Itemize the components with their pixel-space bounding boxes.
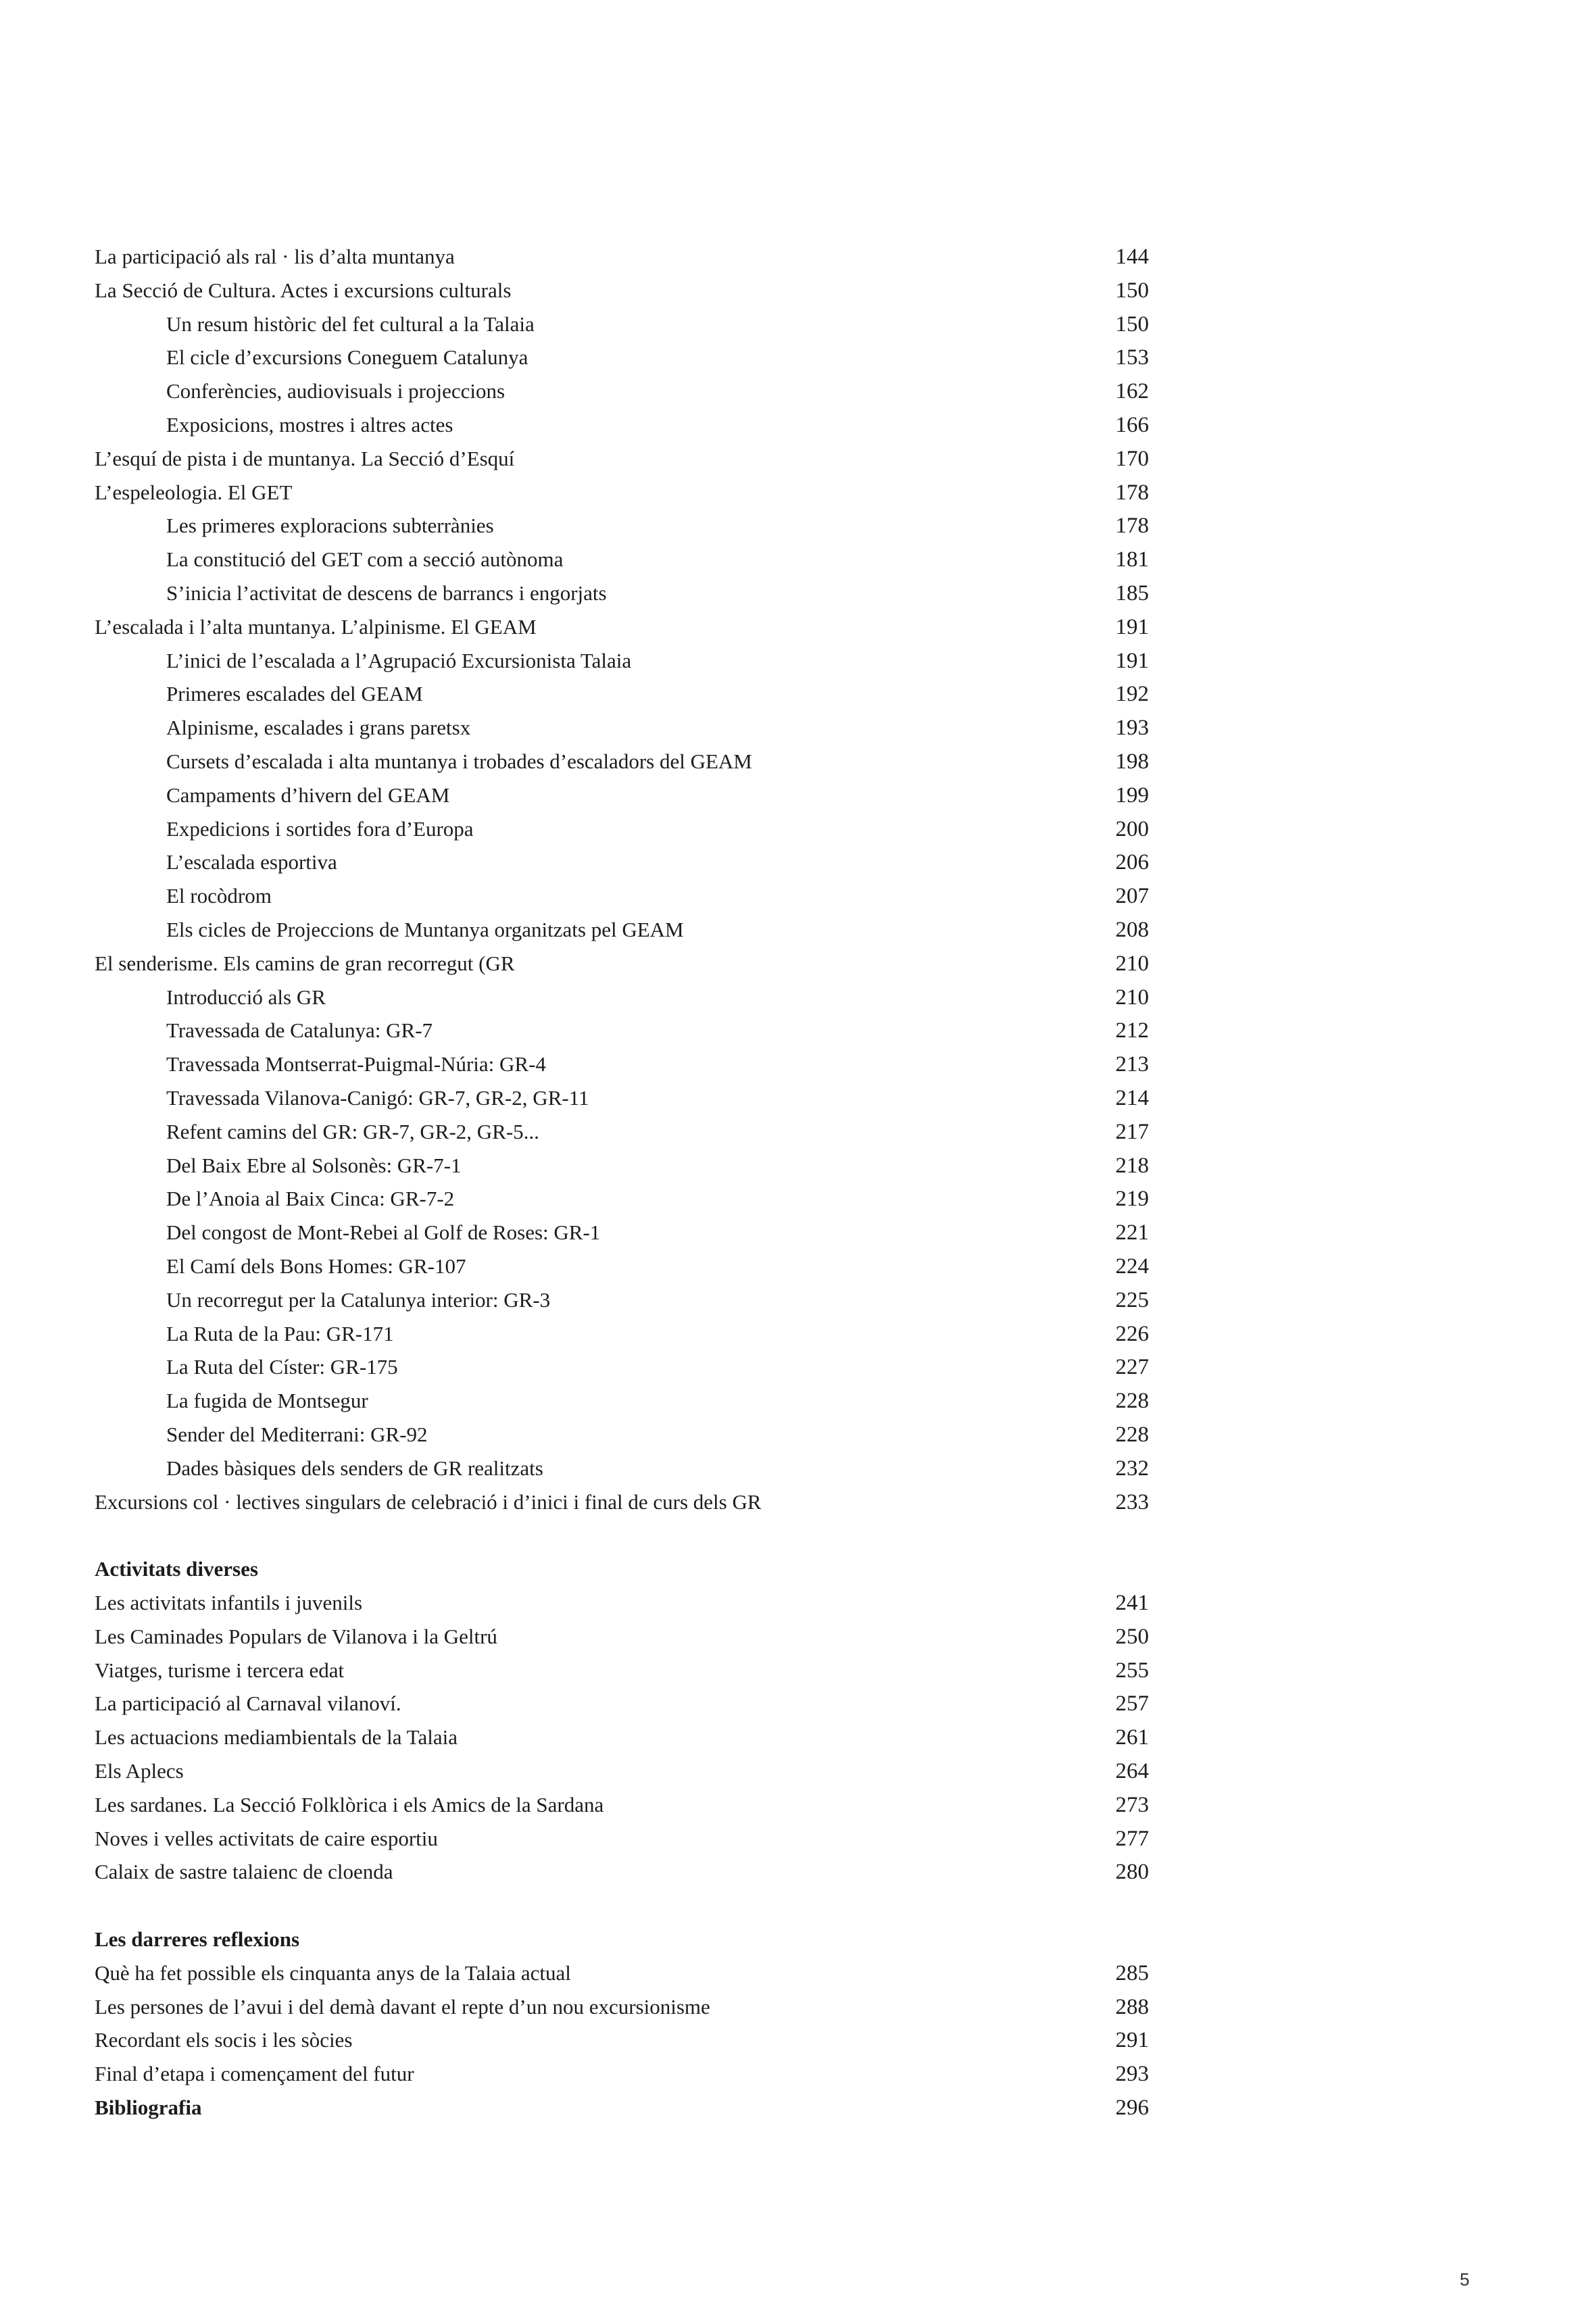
toc-entry[interactable] — [95, 1788, 1149, 1822]
toc-entry-page-number: 199 — [1115, 783, 1149, 808]
toc-entry-page-number: 277 — [1115, 1826, 1149, 1851]
toc-entry-title: Primeres escalades del GEAM — [166, 682, 423, 706]
toc-entry-page-number: 200 — [1115, 816, 1149, 841]
toc-entry-title: Recordant els socis i les sòcies — [95, 2028, 353, 2052]
toc-entry-page-number: 166 — [1115, 413, 1149, 437]
toc-entry[interactable] — [95, 1384, 1149, 1418]
toc-entry[interactable] — [95, 1485, 1149, 1519]
toc-entry-title: Alpinisme, escalades i grans paretsx — [166, 716, 471, 740]
toc-entry-title: Què ha fet possible els cinquanta anys de la Talaia actual — [95, 1960, 571, 1985]
toc-entry-title: Travessada de Catalunya: GR-7 — [166, 1018, 433, 1043]
toc-entry[interactable] — [95, 981, 1149, 1014]
toc-entry[interactable] — [95, 1149, 1149, 1183]
toc-entry-page-number: 219 — [1115, 1187, 1149, 1212]
toc-entry[interactable] — [95, 1081, 1149, 1115]
toc-entry-title: Les persones de l’avui i del demà davant el repte d’un nou excursionisme — [95, 1994, 710, 2019]
toc-entry-title: L’espeleologia. El GET — [95, 480, 293, 504]
toc-entry[interactable] — [95, 1956, 1149, 1990]
toc-entry[interactable] — [95, 1721, 1149, 1754]
toc-entry-page-number: 191 — [1115, 614, 1149, 639]
toc-entry-page-number: 293 — [1115, 2062, 1149, 2087]
toc-entry[interactable] — [95, 1452, 1149, 1485]
toc-entry-page-number: 232 — [1115, 1456, 1149, 1481]
toc-entry-title: La participació als ral · lis d’alta muntanya — [95, 245, 455, 268]
toc-entry[interactable] — [95, 341, 1149, 374]
toc-entry-title: Els Aplecs — [95, 1759, 184, 1783]
toc-entry[interactable] — [95, 947, 1149, 981]
toc-entry-title: L’escalada esportiva — [166, 850, 337, 874]
toc-entry-title: Conferències, audiovisuals i projeccions — [166, 379, 506, 403]
toc-entry-page-number: 257 — [1115, 1691, 1149, 1716]
toc-entry-title: Cursets d’escalada i alta muntanya i trobades d’escaladors del GEAM — [166, 749, 752, 773]
toc-entry-title: La constitució del GET com a secció autònoma — [166, 547, 564, 572]
toc-entry-title: Dades bàsiques dels senders de GR realitzats — [166, 1456, 543, 1480]
toc-entry-page-number: 162 — [1115, 379, 1149, 404]
toc-entry-title: La Secció de Cultura. Actes i excursions culturals — [95, 278, 512, 302]
toc-entry-title: Un recorregut per la Catalunya interior: GR-3 — [166, 1287, 551, 1312]
toc-entry-title: Noves i velles activitats de caire esportiu — [95, 1826, 438, 1850]
toc-entry[interactable] — [95, 1586, 1149, 1620]
toc-entry-title: Excursions col · lectives singulars de celebració i d’inici i final de curs dels GR — [95, 1489, 762, 1514]
toc-entry-title: Expedicions i sortides fora d’Europa — [166, 816, 474, 841]
toc-entry[interactable] — [95, 913, 1149, 947]
page-number: 5 — [1460, 2269, 1470, 2290]
toc-entry[interactable] — [95, 644, 1149, 678]
section-heading-title: Les darreres reflexions — [95, 1927, 300, 1951]
toc-entry[interactable] — [95, 1654, 1149, 1687]
toc-entry[interactable] — [95, 778, 1149, 812]
toc-entry-title: La Ruta de la Pau: GR-171 — [166, 1321, 394, 1345]
toc-entry[interactable] — [95, 879, 1149, 913]
toc-entry-title: Les actuacions mediambientals de la Talaia — [95, 1725, 458, 1750]
toc-entry[interactable] — [95, 240, 1149, 274]
toc-entry-page-number: 207 — [1115, 884, 1149, 909]
toc-entry-title: S’inicia l’activitat de descens de barrancs i engorjats — [166, 581, 607, 605]
toc-entry-title: Sender del Mediterrani: GR-92 — [166, 1423, 428, 1446]
toc-entry-title: Els cicles de Projeccions de Muntanya organitzats pel GEAM — [166, 918, 684, 941]
toc-entry[interactable] — [95, 1216, 1149, 1250]
toc-entry-page-number: 170 — [1115, 446, 1149, 471]
toc-entry-page-number: 214 — [1115, 1086, 1149, 1110]
toc-entry-page-number: 150 — [1115, 278, 1149, 303]
toc-entry[interactable] — [95, 2023, 1149, 2057]
toc-entry-page-number: 178 — [1115, 514, 1149, 539]
toc-entry-title: Final d’etapa i començament del futur — [95, 2062, 414, 2086]
toc-entry-page-number: 273 — [1115, 1792, 1149, 1817]
toc-entry[interactable] — [95, 1990, 1149, 2024]
toc-entry[interactable] — [95, 1317, 1149, 1351]
toc-entry-page-number: 144 — [1115, 245, 1149, 269]
toc-entry-page-number: 225 — [1115, 1287, 1149, 1312]
toc-entry[interactable] — [95, 374, 1149, 408]
toc-entry-page-number: 233 — [1115, 1489, 1149, 1514]
toc-entry[interactable] — [95, 677, 1149, 711]
toc-entry-title: El senderisme. Els camins de gran recorregut (GR — [95, 951, 515, 975]
toc-entry-title: El cicle d’excursions Coneguem Catalunya — [166, 345, 528, 370]
toc-entry-page-number: 213 — [1115, 1052, 1149, 1077]
toc-entry-title: El rocòdrom — [166, 884, 272, 908]
toc-entry[interactable] — [95, 845, 1149, 879]
toc-entry-page-number: 150 — [1115, 312, 1149, 337]
toc-entry-title: L’esquí de pista i de muntanya. La Secció d’Esquí — [95, 446, 515, 470]
toc-entry[interactable] — [95, 442, 1149, 476]
toc-entry-page-number: 261 — [1115, 1725, 1149, 1750]
toc-entry[interactable] — [95, 307, 1149, 341]
toc-entry[interactable] — [95, 1182, 1149, 1216]
toc-entry-page-number: 255 — [1115, 1658, 1149, 1683]
toc-entry-title: Les primeres exploracions subterrànies — [166, 514, 494, 538]
toc-entry-page-number: 192 — [1115, 682, 1149, 707]
toc-entry[interactable] — [95, 1350, 1149, 1384]
toc-entry-page-number: 210 — [1115, 985, 1149, 1010]
toc-entry-title: Refent camins del GR: GR-7, GR-2, GR-5... — [166, 1119, 539, 1143]
toc-entry-page-number: 193 — [1115, 716, 1149, 741]
section-heading-title: Activitats diverses — [95, 1557, 258, 1581]
toc-entry-title: La participació al Carnaval vilanoví. — [95, 1691, 401, 1716]
toc-entry[interactable] — [95, 476, 1149, 510]
toc-entry[interactable] — [95, 2091, 1149, 2125]
toc-entry-title: Les Caminades Populars de Vilanova i la Geltrú — [95, 1624, 497, 1648]
toc-entry-title: Del congost de Mont-Rebei al Golf de Roses: GR-1 — [166, 1220, 601, 1245]
toc-entry-page-number: 218 — [1115, 1153, 1149, 1178]
toc-entry-title: Introducció als GR — [166, 985, 326, 1009]
toc-entry[interactable] — [95, 1115, 1149, 1149]
toc-entry-title: Les sardanes. La Secció Folklòrica i els Amics de la Sardana — [95, 1792, 604, 1816]
toc-entry-page-number: 153 — [1115, 345, 1149, 370]
toc-entry-page-number: 296 — [1115, 2096, 1149, 2120]
toc-entry-title: Campaments d’hivern del GEAM — [166, 783, 450, 807]
toc-entry[interactable] — [95, 1822, 1149, 1856]
toc-entry[interactable] — [95, 408, 1149, 442]
toc-entry-page-number: 228 — [1115, 1389, 1149, 1414]
toc-entry[interactable] — [95, 1250, 1149, 1283]
toc-entry[interactable] — [95, 745, 1149, 778]
toc-entry[interactable] — [95, 610, 1149, 644]
toc-entry[interactable] — [95, 1014, 1149, 1047]
toc-entry-title: Viatges, turisme i tercera edat — [95, 1658, 345, 1682]
toc-entry-page-number: 221 — [1115, 1220, 1149, 1245]
toc-entry-page-number: 181 — [1115, 547, 1149, 572]
toc-entry[interactable] — [95, 711, 1149, 745]
section-heading — [95, 1552, 1149, 1586]
toc-entry-page-number: 224 — [1115, 1254, 1149, 1279]
toc-entry-page-number: 291 — [1115, 2028, 1149, 2053]
toc-entry-page-number: 206 — [1115, 850, 1149, 875]
toc-entry[interactable] — [95, 1047, 1149, 1081]
toc-entry-page-number: 217 — [1115, 1119, 1149, 1144]
toc-entry-title: Les activitats infantils i juvenils — [95, 1591, 363, 1614]
toc-entry-title: Un resum històric del fet cultural a la Talaia — [166, 312, 535, 336]
toc-entry[interactable] — [95, 1283, 1149, 1317]
toc-entry-title: La fugida de Montsegur — [166, 1389, 368, 1413]
toc-entry[interactable] — [95, 812, 1149, 846]
toc-entry[interactable] — [95, 1620, 1149, 1654]
toc-entry-page-number: 191 — [1115, 648, 1149, 673]
toc-entry[interactable] — [95, 576, 1149, 610]
toc-entry-title: Travessada Vilanova-Canigó: GR-7, GR-2, GR-11 — [166, 1086, 589, 1110]
toc-entry-page-number: 241 — [1115, 1591, 1149, 1615]
toc-entry-page-number: 212 — [1115, 1018, 1149, 1043]
toc-entry-title: L’inici de l’escalada a l’Agrupació Excursionista Talaia — [166, 648, 632, 672]
toc-entry[interactable] — [95, 509, 1149, 543]
toc-entry-title: La Ruta del Císter: GR-175 — [166, 1355, 398, 1379]
toc-entry-page-number: 198 — [1115, 749, 1149, 774]
toc-entry-title: Exposicions, mostres i altres actes — [166, 413, 453, 437]
toc-entry-page-number: 288 — [1115, 1994, 1149, 2019]
toc-entry[interactable] — [95, 1687, 1149, 1721]
toc-entry-title: El Camí dels Bons Homes: GR-107 — [166, 1254, 466, 1278]
toc-entry[interactable] — [95, 2057, 1149, 2091]
toc-entry-page-number: 250 — [1115, 1624, 1149, 1649]
toc-entry-page-number: 208 — [1115, 918, 1149, 942]
toc-entry-page-number: 264 — [1115, 1759, 1149, 1783]
toc-entry-title: Calaix de sastre talaienc de cloenda — [95, 1860, 393, 1884]
toc-entry[interactable] — [95, 274, 1149, 307]
toc-entry[interactable] — [95, 1418, 1149, 1452]
toc-entry[interactable] — [95, 1855, 1149, 1889]
toc-entry-title: Travessada Montserrat-Puigmal-Núria: GR-4 — [166, 1052, 546, 1077]
toc-entry-page-number: 285 — [1115, 1960, 1149, 1985]
toc-entry[interactable] — [95, 1754, 1149, 1788]
toc-entry-page-number: 280 — [1115, 1860, 1149, 1885]
toc-entry-page-number: 210 — [1115, 951, 1149, 976]
toc-entry-page-number: 185 — [1115, 581, 1149, 605]
toc-entry-page-number: 178 — [1115, 480, 1149, 505]
toc-entry-title: De l’Anoia al Baix Cinca: GR-7-2 — [166, 1187, 455, 1211]
toc-entry-title: L’escalada i l’alta muntanya. L’alpinisme. El GEAM — [95, 614, 537, 639]
toc-entry-title: Del Baix Ebre al Solsonès: GR-7-1 — [166, 1153, 462, 1177]
toc-entry-title: Bibliografia — [95, 2096, 202, 2119]
toc-entry-page-number: 226 — [1115, 1321, 1149, 1346]
toc-entry[interactable] — [95, 543, 1149, 576]
toc-entry-page-number: 228 — [1115, 1423, 1149, 1447]
toc-entry-page-number: 227 — [1115, 1355, 1149, 1380]
section-heading — [95, 1923, 1149, 1956]
